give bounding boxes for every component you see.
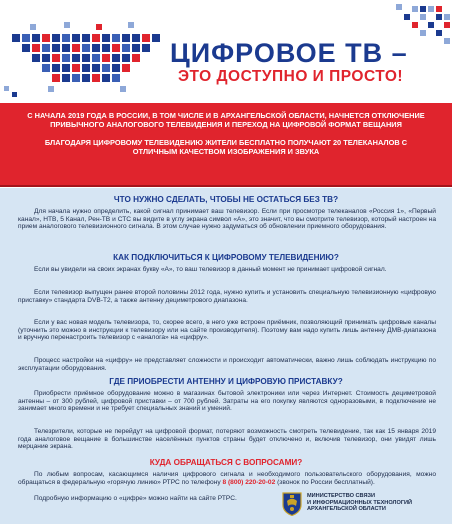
section-heading-what-to-do: ЧТО НУЖНО СДЕЛАТЬ, ЧТОБЫ НЕ ОСТАТЬСЯ БЕЗ ТВ? [113, 195, 339, 204]
subtitle: ЭТО ДОСТУПНО И ПРОСТО! [178, 68, 404, 85]
paragraph-text: Процесс настройки на «цифру» не представляет сложности и происходит автоматически, важно лишь соблюдать инструкцию по эксплуатации оборудования. [18, 357, 436, 372]
banner-line-2: БЛАГОДАРЯ ЦИФРОВОМУ ТЕЛЕВИДЕНИЮ ЖИТЕЛИ БЕСПЛАТНО ПОЛУЧАЮТ 20 ТЕЛЕКАНАЛОВ С ОТЛИЧНЫМ КАЧЕСТВОМ ИЗОБРАЖЕНИЯ И ЗВУКА [44, 137, 408, 157]
paragraph-text: По любым вопросам, касающимся наличия цифрового сигнала и необходимого пользовательского оборудования, можно обращаться в федеральную «горячую линию» РТРС по телефону [18, 471, 436, 486]
header [0, 0, 452, 102]
paragraph-text: Приобрести приёмное оборудование можно в магазинах бытовой электроники или через Интернет. Стоимость дециметровой антенны – от 300 рублей, цифровой приставки – от 700 рублей. Затраты на его покупку являются одноразовыми, в подключение не занимает много времени и не требует специальных знаний и умений. [18, 390, 436, 413]
ministry-name-line: И ИНФОРМАЦИОННЫХ ТЕХНОЛОГИЙ [307, 499, 413, 506]
main-title: ЦИФРОВОЕ ТВ – [170, 38, 408, 68]
paragraph [18, 357, 436, 372]
paragraph-text: Если вы увидели на своих экранах букву «А», то ваш телевизор в данный момент не принимает цифровой сигнал. [34, 266, 387, 273]
ministry-logo-block [282, 491, 442, 519]
section-heading-questions: КУДА ОБРАЩАТЬСЯ С ВОПРОСАМИ? [149, 458, 303, 467]
paragraph-text: Подробную информацию о «цифре» можно найти на сайте РТРС. [34, 495, 237, 502]
paragraph-text: Если у вас новая модель телевизора, то, скорее всего, в него уже встроен приёмник, позволяющий принимать цифровые каналы (уточнить это можно в инструкции к телевизору или на сайте производителя). Поэтому вам надо купить лишь антенну ДМВ-диапазона и вручную перенастроить телевизор с «аналога» на «цифру». [18, 319, 436, 342]
announcement-banner [0, 103, 452, 185]
regional-coat-of-arms-icon [282, 492, 302, 516]
paragraph [18, 208, 436, 231]
paragraph-text: Для начала нужно определить, какой сигнал принимает ваш телевизор. Если при просмотре телеканалов «Россия 1», «Первый канал», НТВ, 5 Канал, Рен-ТВ и СТС вы видите в углу экрана символ «А», это значит, что вы смотрите телевизор, который настроен на прием аналогового телевизионного сигнала. В этом случае нужно задуматься об обновлении приемного оборудования. [18, 208, 436, 231]
paragraph [18, 471, 436, 486]
paragraph [18, 319, 436, 342]
banner-line-1: С НАЧАЛА 2019 ГОДА В РОССИИ, В ТОМ ЧИСЛЕ И В АРХАНГЕЛЬСКОЙ ОБЛАСТИ, НАЧНЕТСЯ ОТКЛЮЧЕНИЕ ПРИВЫЧНОГО АНАЛОГОВОГО ТЕЛЕВИДЕНИЯ И ПЕРЕХОД НА ЦИФРОВОЙ ФОРМАТ ВЕЩАНИЯ [27, 111, 425, 130]
paragraph [18, 428, 436, 451]
ministry-name-line: АРХАНГЕЛЬСКОЙ ОБЛАСТИ [307, 506, 386, 513]
hotline-phone-number[interactable]: 8 (800) 220-20-02 [222, 478, 276, 486]
paragraph [18, 495, 278, 503]
section-heading-where-to-buy: ГДЕ ПРИОБРЕСТИ АНТЕННУ И ЦИФРОВУЮ ПРИСТАВКУ? [109, 377, 343, 386]
section-heading-how-to-connect: КАК ПОДКЛЮЧИТЬСЯ К ЦИФРОВОМУ ТЕЛЕВИДЕНИЮ? [113, 253, 339, 262]
paragraph-text: Если телевизор выпущен ранее второй половины 2012 года, нужно купить и установить специальную телевизионную «цифровую приставку» стандарта DVB-T2, а также антенну дециметрового диапазона. [18, 289, 436, 304]
paragraph [18, 390, 436, 413]
ministry-name-line: МИНИСТЕРСТВО СВЯЗИ [307, 493, 375, 499]
paragraph [18, 266, 436, 274]
paragraph-text: Телезрители, которые не перейдут на цифровой формат, потеряют возможность смотреть телевидение, так как 15 января 2019 года аналоговое вещание в большинстве населённых пунктов страны будет отключено и, включив телевизор, они увидят лишь мерцание экрана. [18, 428, 436, 451]
ministry-name [307, 493, 447, 513]
paragraph [18, 289, 436, 304]
paragraph-text: (звонок по России бесплатный). [275, 478, 375, 486]
